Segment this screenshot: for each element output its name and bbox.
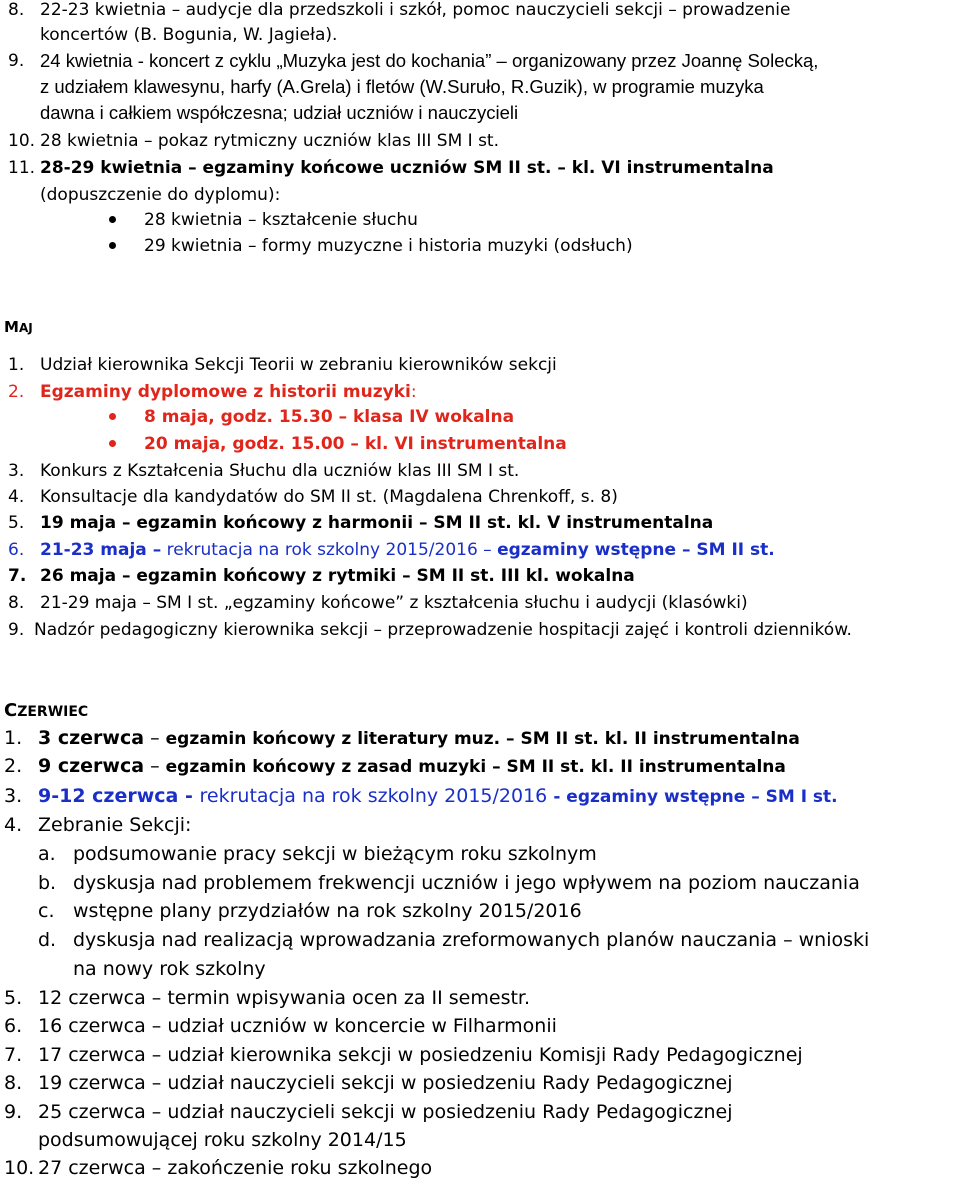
may-item-3-text: Konkurs z Kształcenia Słuchu dla uczniów klas III SM I st.	[40, 461, 520, 481]
june-item-8-number: 8.	[4, 1072, 23, 1094]
june-subitem-a-text: podsumowanie pracy sekcji w bieżącym roku szkolnym	[73, 843, 597, 865]
june-subitem-b-letter: b.	[38, 872, 57, 894]
june-subitem-c-text: wstępne plany przydziałów na rok szkolny 2015/2016	[73, 900, 582, 922]
may-item-7-text: 26 maja – egzamin końcowy z rytmiki – SM II st. III kl. wokalna	[40, 566, 635, 586]
june-item-3-mid: rekrutacja na rok szkolny 2015/2016	[199, 785, 554, 807]
june-item-8-text: 19 czerwca – udział nauczycieli sekcji w posiedzeniu Rady Pedagogicznej	[38, 1072, 733, 1094]
june-item-5-number: 5.	[4, 987, 23, 1009]
may-item-6-mid: rekrutacja na rok szkolny 2015/2016 –	[161, 540, 498, 560]
may-item-2-text	[40, 379, 417, 405]
june-heading-rest: ZERWIEC	[17, 704, 89, 720]
june-item-3-exam: - egzaminy wstępne – SM I st.	[553, 787, 838, 807]
april-item-8-line1: 22-23 kwietnia – audycje dla przedszkoli i szkół, pomoc nauczycieli sekcji – prowadzenie	[40, 0, 791, 20]
june-subitem-b-text: dyskusja nad problemem frekwencji uczniów i jego wpływem na poziom nauczania	[73, 872, 860, 894]
bullet-icon	[109, 440, 116, 447]
april-item-9-line1: 24 kwietnia - koncert z cyklu „Muzyka jest do kochania” – organizowany przez Joannę Solecką,	[40, 50, 819, 71]
june-item-1-date: 3 czerwca	[38, 727, 145, 749]
june-item-7-text: 17 czerwca – udział kierownika sekcji w posiedzeniu Komisji Rady Pedagogicznej	[38, 1044, 803, 1066]
may-bullet-2: 20 maja, godz. 15.00 – kl. VI instrumentalna	[144, 434, 567, 454]
april-item-8-number: 8.	[8, 0, 25, 20]
june-subitem-d-line2: na nowy rok szkolny	[73, 958, 266, 980]
june-item-9-line1: 25 czerwca – udział nauczycieli sekcji w posiedzeniu Rady Pedagogicznej	[38, 1101, 733, 1123]
may-item-1-number: 1.	[8, 355, 25, 375]
june-item-2-number: 2.	[4, 755, 23, 777]
june-item-2-text	[38, 753, 786, 780]
april-bullet-2: 29 kwietnia – formy muzyczne i historia muzyki (odsłuch)	[144, 236, 633, 256]
april-item-9-number: 9.	[8, 51, 25, 71]
june-item-1-exam: egzamin końcowy z literatury muz. – SM II st. kl. II instrumentalna	[165, 729, 800, 749]
june-item-6-text: 16 czerwca – udział uczniów w koncercie w Filharmonii	[38, 1015, 557, 1037]
june-item-3-date: 9-12 czerwca -	[38, 785, 200, 807]
june-item-4-number: 4.	[4, 814, 23, 836]
april-item-10-number: 10.	[8, 131, 36, 151]
april-item-10-text: 28 kwietnia – pokaz rytmiczny uczniów klas III SM I st.	[40, 131, 499, 151]
may-item-5-text: 19 maja – egzamin końcowy z harmonii – SM II st. kl. V instrumentalna	[40, 513, 714, 533]
may-item-6-exam: egzaminy wstępne – SM II st.	[497, 540, 775, 560]
may-item-1-text: Udział kierownika Sekcji Teorii w zebraniu kierowników sekcji	[40, 355, 557, 375]
may-item-2-number: 2.	[8, 382, 25, 402]
may-item-2-colon: :	[410, 382, 417, 402]
may-item-9-number: 9.	[8, 620, 25, 640]
june-item-2-date: 9 czerwca	[38, 755, 145, 777]
june-item-1-dash: –	[144, 727, 166, 749]
june-item-5-text: 12 czerwca – termin wpisywania ocen za II semestr.	[38, 987, 531, 1009]
may-heading-first: M	[4, 318, 19, 336]
may-item-3-number: 3.	[8, 461, 25, 481]
april-item-9-line3: dawna i całkiem współczesna; udział uczniów i nauczycieli	[40, 102, 519, 123]
june-heading	[4, 697, 88, 725]
june-item-3-number: 3.	[4, 785, 23, 807]
june-subitem-c-letter: c.	[38, 900, 55, 922]
june-item-1-text	[38, 725, 800, 752]
june-item-10-number: 10.	[4, 1157, 35, 1179]
april-item-8-line2: koncertów (B. Bogunia, W. Jagieła).	[40, 25, 338, 45]
june-item-10-text: 27 czerwca – zakończenie roku szkolnego	[38, 1157, 433, 1179]
june-item-9-number: 9.	[4, 1101, 23, 1123]
april-bullet-1: 28 kwietnia – kształcenie słuchu	[144, 210, 418, 230]
bullet-icon	[109, 242, 116, 249]
june-subitem-d-line1: dyskusja nad realizacją wprowadzania zreformowanych planów nauczania – wnioski	[73, 929, 870, 951]
may-item-6-text	[40, 537, 775, 563]
may-item-7-number: 7.	[8, 566, 27, 586]
june-item-3-text	[38, 783, 838, 810]
june-subitem-a-letter: a.	[38, 843, 56, 865]
may-heading	[4, 314, 33, 341]
june-item-2-dash: –	[144, 755, 166, 777]
april-item-9-line2: z udziałem klawesynu, harfy (A.Grela) i fletów (W.Suruło, R.Guzik), w programie muzyka	[40, 76, 764, 97]
may-item-4-text: Konsultacje dla kandydatów do SM II st. (Magdalena Chrenkoff, s. 8)	[40, 487, 618, 507]
may-item-8-number: 8.	[8, 593, 25, 613]
april-item-11-line1: 28-29 kwietnia – egzaminy końcowe uczniów SM II st. – kl. VI instrumentalna	[40, 158, 774, 178]
may-bullet-1: 8 maja, godz. 15.30 – klasa IV wokalna	[144, 407, 515, 427]
april-item-11-line2: (dopuszczenie do dyplomu):	[40, 185, 281, 205]
june-item-1-number: 1.	[4, 727, 23, 749]
may-item-9-text: Nadzór pedagogiczny kierownika sekcji – przeprowadzenie hospitacji zajęć i kontroli dzienników.	[34, 620, 852, 640]
bullet-icon	[109, 216, 116, 223]
june-subitem-d-letter: d.	[38, 929, 57, 951]
june-item-9-line2: podsumowującej roku szkolny 2014/15	[38, 1129, 407, 1151]
april-item-11-number: 11.	[8, 158, 36, 178]
june-item-2-exam: egzamin końcowy z zasad muzyki – SM II st. kl. II instrumentalna	[165, 757, 786, 777]
may-item-6-date: 21-23 maja –	[40, 540, 162, 560]
may-heading-rest: AJ	[18, 321, 33, 335]
may-item-2-bold: Egzaminy dyplomowe z historii muzyki	[40, 382, 411, 402]
june-item-7-number: 7.	[4, 1044, 23, 1066]
may-item-5-number: 5.	[8, 513, 25, 533]
june-item-6-number: 6.	[4, 1015, 23, 1037]
may-item-6-number: 6.	[8, 540, 25, 560]
may-item-8-text: 21-29 maja – SM I st. „egzaminy końcowe” z kształcenia słuchu i audycji (klasówki)	[40, 593, 748, 613]
june-heading-first: C	[4, 700, 18, 721]
may-item-4-number: 4.	[8, 487, 25, 507]
bullet-icon	[109, 413, 116, 420]
june-item-4-text: Zebranie Sekcji:	[38, 814, 192, 836]
